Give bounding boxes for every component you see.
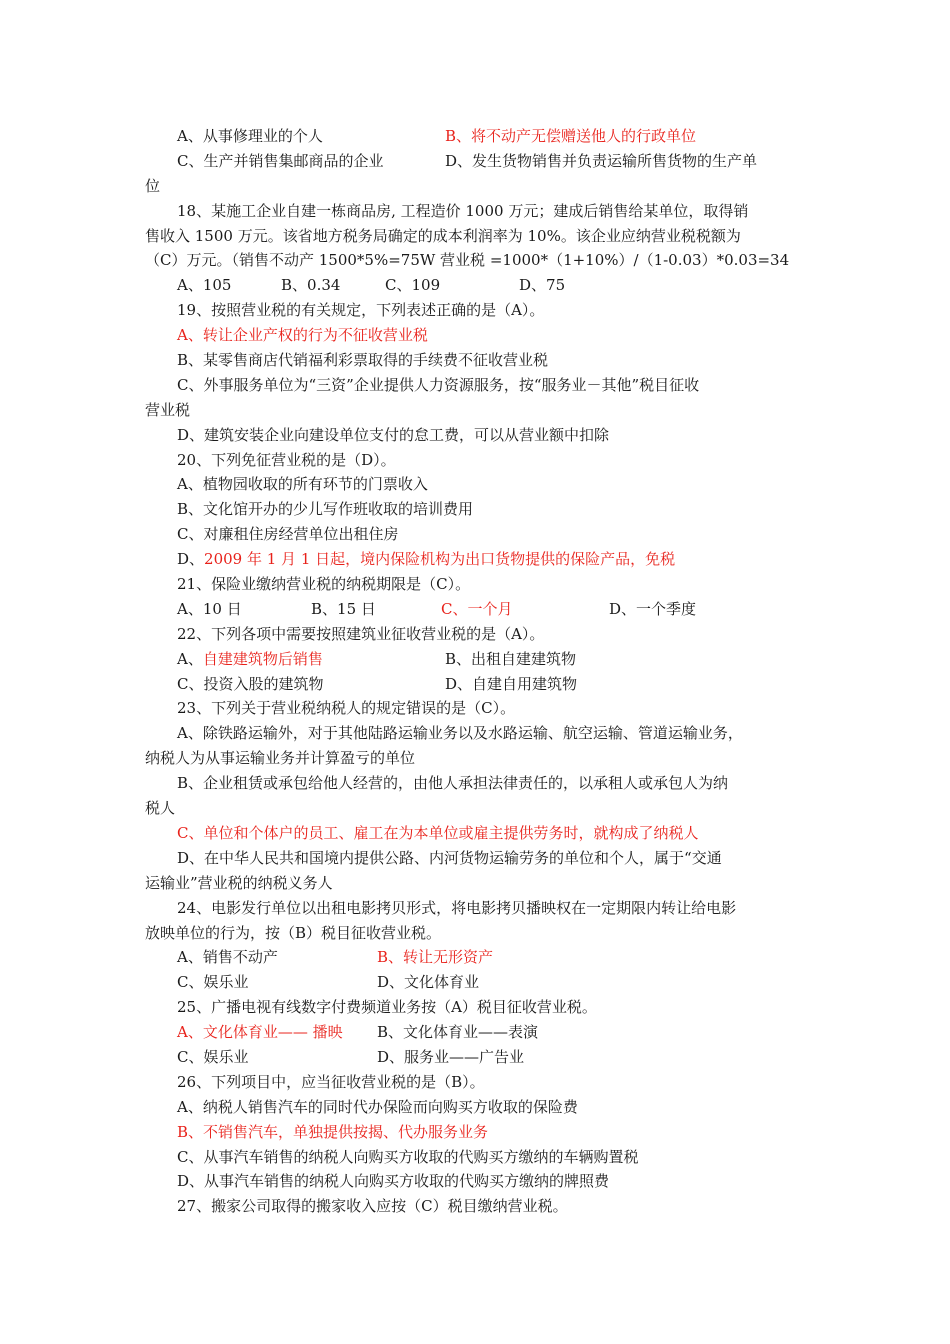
q23-option-b: B、企业租赁或承包给他人经营的，由他人承担法律责任的，以承租人或承包人为纳 xyxy=(177,774,729,793)
option-d: D、文化体育业 xyxy=(377,973,480,992)
q26-option-c: C、从事汽车销售的纳税人向购买方收取的代购买方缴纳的车辆购置税 xyxy=(177,1147,639,1166)
q20-option-d xyxy=(145,547,805,572)
option-b: B、文化体育业——表演 xyxy=(377,1023,539,1042)
q21-stem: 21、保险业缴纳营业税的纳税期限是（C）。 xyxy=(177,575,471,594)
option-d-answer: 2009 年 1 月 1 日起，境内保险机构为出口货物提供的保险产品，免税 xyxy=(204,550,676,569)
option-d: D、服务业——广告业 xyxy=(377,1047,525,1066)
q19-stem: 19、按照营业税的有关规定，下列表述正确的是（A）。 xyxy=(177,301,545,320)
option-b-answer: B、转让无形资产 xyxy=(377,948,494,967)
option-d: D、自建自用建筑物 xyxy=(445,674,578,693)
q19-option-c: C、外事服务单位为“三资”企业提供人力资源服务，按“服务业－其他”税目征收 xyxy=(177,375,700,394)
q23-option-d: D、在中华人民共和国境内提供公路、内河货物运输劳务的单位和个人，属于“交通 xyxy=(177,848,722,867)
q26-option-a: A、纳税人销售汽车的同时代办保险而向购买方收取的保险费 xyxy=(177,1097,578,1116)
q18-stem: 18、某施工企业自建一栋商品房, 工程造价 1000 万元；建成后销售给某单位，取得销 xyxy=(177,201,749,220)
option-b: B、出租自建建筑物 xyxy=(445,649,577,668)
option-a: A、10 日 xyxy=(177,599,242,618)
text-line: 纳税人为从事运输业务并计算盈亏的单位 xyxy=(145,749,416,768)
q19-option-b: B、某零售商店代销福利彩票取得的手续费不征收营业税 xyxy=(177,351,549,370)
text-line: 放映单位的行为，按（B）税目征收营业税。 xyxy=(145,923,442,942)
document-page xyxy=(145,124,805,1219)
q23-option-a: A、除铁路运输外，对于其他陆路运输业务以及水路运输、航空运输、管道运输业务， xyxy=(177,724,743,743)
option-c: C、投资入股的建筑物 xyxy=(177,674,324,693)
option-a-answer: 自建建筑物后销售 xyxy=(202,649,323,668)
q17-options-cd xyxy=(145,149,805,174)
option-c-answer: C、一个月 xyxy=(441,599,513,618)
q20-stem: 20、下列免征营业税的是（D）。 xyxy=(177,450,396,469)
text-line: 售收入 1500 万元。该省地方税务局确定的成本利润率为 10%。该企业应纳营业税税额为 xyxy=(145,226,741,245)
text-line: 运输业”营业税的纳税义务人 xyxy=(145,873,333,892)
q24-stem: 24、电影发行单位以出租电影拷贝形式，将电影拷贝播映权在一定期限内转让给电影 xyxy=(177,898,737,917)
q24-options-ab xyxy=(145,945,805,970)
q21-options xyxy=(145,597,805,622)
option-a: A、从事修理业的个人 xyxy=(177,127,323,145)
q20-option-b: B、文化馆开办的少儿写作班收取的培训费用 xyxy=(177,500,474,519)
option-a: A、销售不动产 xyxy=(177,948,278,967)
text-line: （C）万元。（销售不动产 1500*5%=75W 营业税 =1000*（1+10%）/（1-0.03）*0.03=34 xyxy=(145,251,790,270)
q24-options-cd xyxy=(145,970,805,995)
q25-stem: 25、广播电视有线数字付费频道业务按（A）税目征收营业税。 xyxy=(177,998,597,1017)
option-d: D、一个季度 xyxy=(609,599,697,618)
q22-stem: 22、下列各项中需要按照建筑业征收营业税的是（A）。 xyxy=(177,624,545,643)
q19-option-a-answer: A、转让企业产权的行为不征收营业税 xyxy=(177,326,428,345)
q19-option-d: D、建筑安装企业向建设单位支付的怠工费，可以从营业额中扣除 xyxy=(177,425,610,444)
q20-option-c: C、对廉租住房经营单位出租住房 xyxy=(177,525,399,544)
text-line: 营业税 xyxy=(145,400,191,419)
option-b: B、15 日 xyxy=(311,599,376,618)
text-line: 税人 xyxy=(145,799,176,818)
q17-options-ab xyxy=(145,124,805,149)
option-d: D、75 xyxy=(519,276,566,295)
q23-stem: 23、下列关于营业税纳税人的规定错误的是（C）。 xyxy=(177,699,516,718)
q25-options-ab xyxy=(145,1020,805,1045)
q18-options xyxy=(145,273,805,298)
q20-option-a: A、植物园收取的所有环节的门票收入 xyxy=(177,475,428,494)
q22-options-cd xyxy=(145,672,805,697)
option-b-answer: B、将不动产无偿赠送他人的行政单位 xyxy=(445,127,697,145)
option-a-answer: A、文化体育业—— 播映 xyxy=(177,1023,343,1042)
q25-options-cd xyxy=(145,1045,805,1070)
option-b: B、0.34 xyxy=(281,276,341,295)
option-c: C、娱乐业 xyxy=(177,1047,249,1066)
q26-option-b-answer: B、不销售汽车，单独提供按揭、代办服务业务 xyxy=(177,1122,489,1141)
q26-option-d: D、从事汽车销售的纳税人向购买方收取的代购买方缴纳的牌照费 xyxy=(177,1172,610,1191)
option-label: A、 xyxy=(177,649,203,668)
option-c: C、109 xyxy=(385,276,441,295)
q23-option-c-answer: C、单位和个体户的员工、雇工在为本单位或雇主提供劳务时，就构成了纳税人 xyxy=(177,823,699,842)
option-label: D、 xyxy=(177,550,205,569)
option-d: D、发生货物销售并负责运输所售货物的生产单 xyxy=(445,151,758,170)
option-a: A、105 xyxy=(177,276,232,295)
q22-options-ab xyxy=(145,647,805,672)
q26-stem: 26、下列项目中，应当征收营业税的是（B）。 xyxy=(177,1072,485,1091)
q27-stem: 27、搬家公司取得的搬家收入应按（C）税目缴纳营业税。 xyxy=(177,1197,568,1216)
text-line: 位 xyxy=(145,176,161,195)
option-c: C、娱乐业 xyxy=(177,973,249,992)
option-c: C、生产并销售集邮商品的企业 xyxy=(177,151,384,170)
